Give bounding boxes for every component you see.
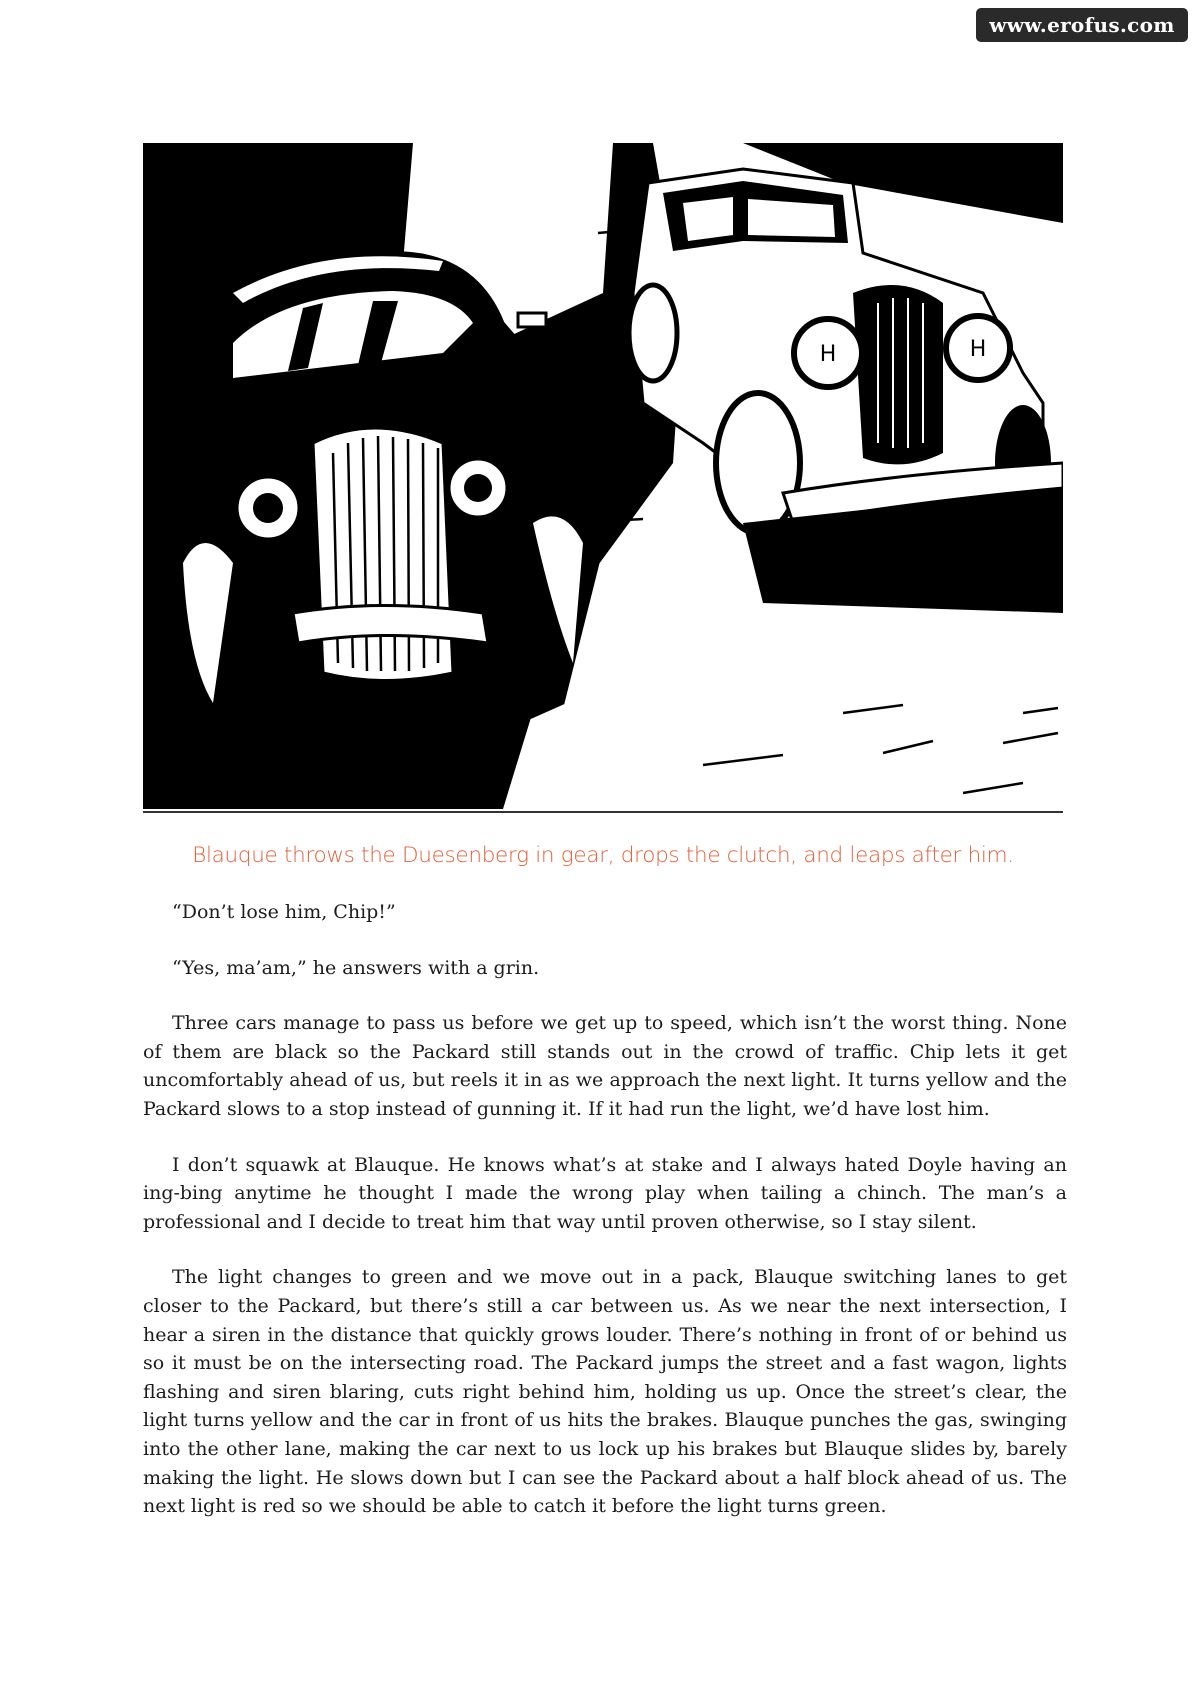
story-text bbox=[143, 898, 1067, 1548]
watermark-badge bbox=[976, 8, 1188, 42]
svg-text:H: H bbox=[819, 342, 837, 367]
car-chase-illustration bbox=[143, 143, 1063, 809]
paragraph-5: The light changes to green and we move out in a pack, Blauque switching lanes to get closer to the Packard, but there’s still a car between us. As we near the next intersection, I hear a siren in the distance that quickly grows louder. There’s nothing in front of or behind us so it must be on the intersecting road. The Packard jumps the street and a fast wagon, lights flashing and siren blaring, cuts right behind him, holding us up. Once the street’s clear, the light turns yellow and the car in front of us hits the brakes. Blauque punches the gas, swinging into the other lane, making the car next to us lock up his brakes but Blauque slides by, barely making the light. He slows down but I can see the Packard about a half block ahead of us. The next light is red so we should be able to catch it before the light turns green. bbox=[143, 1266, 1067, 1518]
paragraph-4: I don’t squawk at Blauque. He knows what’s at stake and I always hated Doyle having an ing-bing anytime he thought I made the wrong play when tailing a chinch. The man’s a professional and I decide to treat him that way until proven otherwise, so I stay silent. bbox=[143, 1153, 1067, 1233]
paragraph-1: “Don’t lose him, Chip!” bbox=[172, 901, 396, 923]
caption-divider bbox=[143, 811, 1063, 813]
svg-text:H: H bbox=[969, 337, 987, 362]
watermark-text: www.erofus.com bbox=[989, 13, 1175, 37]
paragraph-3: Three cars manage to pass us before we get up to speed, which isn’t the worst thing. None of them are black so the Packard still stands out in the crowd of traffic. Chip lets it get uncomfortably ahead of us, but reels it in as we approach the next light. It turns yellow and the Packard slows to a stop instead of gunning it. If it had run the light, we’d have lost him. bbox=[143, 1012, 1067, 1120]
paragraph-2: “Yes, ma’am,” he answers with a grin. bbox=[172, 956, 540, 979]
comic-illustration bbox=[143, 143, 1063, 809]
chapter-caption: Blauque throws the Duesenberg in gear, drops the clutch, and leaps after him. bbox=[192, 843, 1014, 868]
